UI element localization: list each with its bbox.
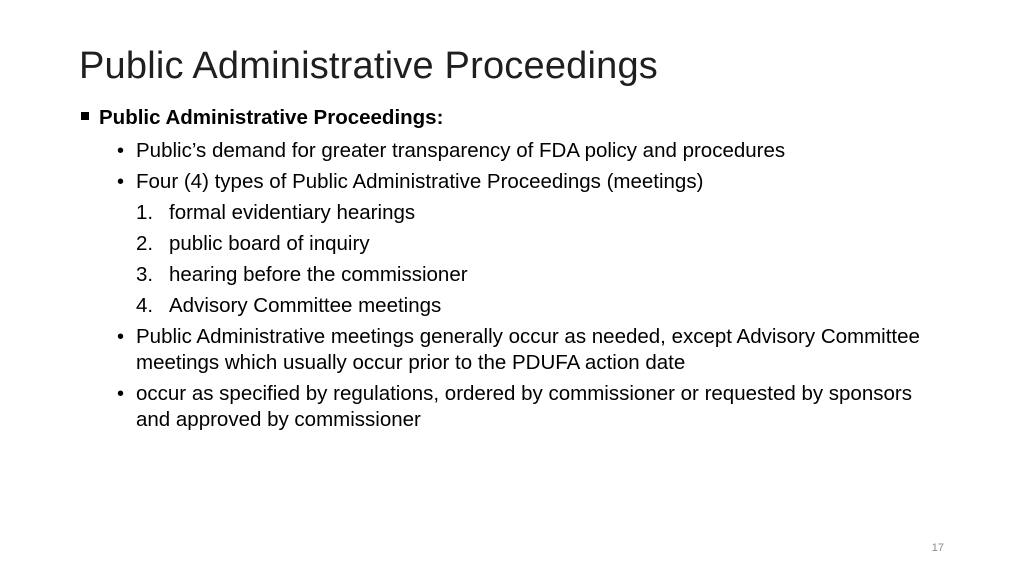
bullet-dot-icon: • bbox=[117, 171, 125, 193]
bullet-item bbox=[79, 138, 949, 164]
item-text: hearing before the commissioner bbox=[169, 263, 468, 286]
item-text: formal evidentiary hearings bbox=[169, 201, 416, 224]
bullet-dot-icon: • bbox=[117, 326, 125, 348]
numbered-item bbox=[79, 200, 949, 226]
bullet-item bbox=[79, 324, 949, 376]
numbered-item bbox=[79, 231, 949, 257]
slide-title: Public Administrative Proceedings bbox=[79, 45, 658, 87]
numbered-item bbox=[79, 262, 949, 288]
bullet-text: Public Administrative meetings generally occur as needed, except Advisory Committee meetings which usually occur prior to the PDUFA action date bbox=[136, 325, 920, 374]
bullet-dot-icon: • bbox=[117, 140, 125, 162]
page-number: 17 bbox=[931, 542, 944, 554]
numbered-item bbox=[79, 293, 949, 319]
item-number: 2. bbox=[136, 232, 154, 255]
item-text: public board of inquiry bbox=[169, 232, 370, 255]
section-heading-text: Public Administrative Proceedings: bbox=[99, 106, 444, 129]
bullet-item bbox=[79, 169, 949, 195]
bullet-text: occur as specified by regulations, ordered by commissioner or requested by sponsors and approved by commissioner bbox=[136, 382, 912, 431]
item-text: Advisory Committee meetings bbox=[169, 294, 442, 317]
bullet-item bbox=[79, 381, 949, 433]
item-number: 1. bbox=[136, 201, 154, 224]
slide-body bbox=[79, 103, 949, 438]
item-number: 4. bbox=[136, 294, 154, 317]
item-number: 3. bbox=[136, 263, 154, 286]
bullet-text: Four (4) types of Public Administrative Proceedings (meetings) bbox=[136, 170, 704, 193]
section-heading bbox=[79, 103, 949, 133]
square-bullet-icon bbox=[81, 112, 89, 120]
bullet-dot-icon: • bbox=[117, 383, 125, 405]
bullet-text: Public’s demand for greater transparency of FDA policy and procedures bbox=[136, 139, 786, 162]
